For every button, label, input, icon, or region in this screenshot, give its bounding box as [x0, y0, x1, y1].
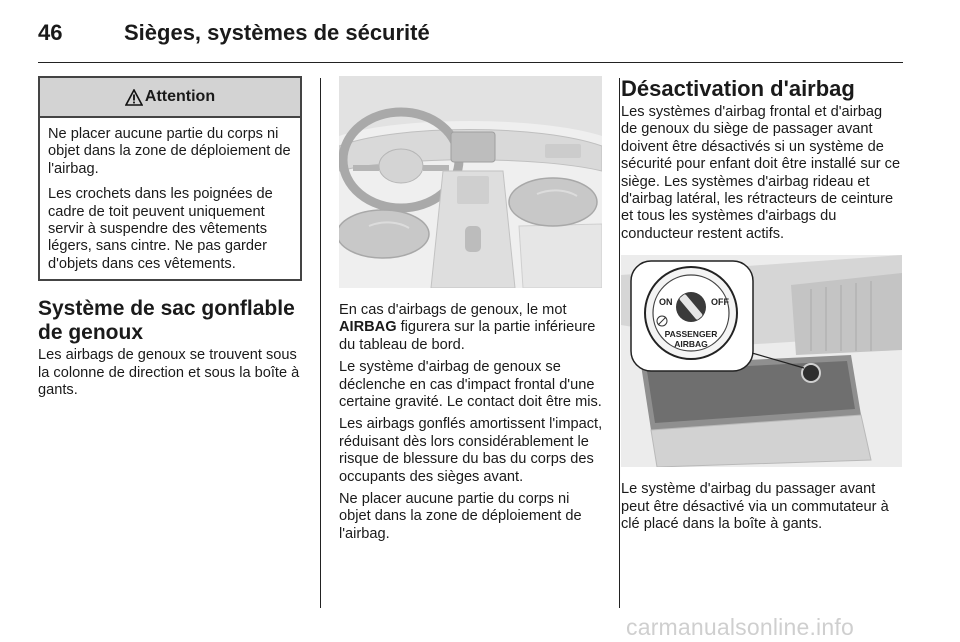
column-left: [38, 76, 302, 399]
warning-box: [38, 76, 302, 281]
warning-paragraph: Ne placer aucune partie du corps ni objet dans la zone de déploiement de l'airbag.: [48, 126, 291, 177]
warning-header: [40, 78, 300, 118]
glovebox-key-switch-illustration: [621, 255, 902, 467]
dashboard-knee-airbag-illustration: [339, 76, 602, 288]
switch-airbag-label: AIRBAG: [674, 339, 708, 350]
page-number: 46: [38, 20, 63, 45]
switch-passenger-label: PASSENGER: [664, 329, 718, 340]
column-right: [621, 76, 902, 533]
body-paragraph: Ne placer aucune partie du corps ni objet dans la zone de déploiement de l'airbag.: [339, 491, 582, 542]
airbag-keyword: AIRBAG: [339, 319, 397, 336]
column-middle: [339, 76, 603, 543]
airbag-label-paragraph: En cas d'airbags de genoux, le mot AIRBAG figurera sur la partie inférieure du tableau de bord.: [339, 302, 596, 353]
body-paragraph: Les airbags gonflés amortissent l'impact, réduisant dès lors considérablement le risque de blessure du bas du corps des occupants des sièges avant.: [339, 416, 603, 485]
body-paragraph: Les systèmes d'airbag frontal et d'airbag de genoux du siège de passager avant doivent être désactivés si un système de sécurité pour enfant doit être installé sur ce siège. Les systèmes d'airbag rideau et d'airbag latéral, les rétracteurs de ceinture et tous les systèmes d'airbags du conducteur restent actifs.: [621, 104, 901, 242]
page-title: Sièges, systèmes de sécurité: [124, 20, 430, 45]
header-rule: [38, 62, 903, 63]
section-heading-knee-airbag: Système de sac gonflable de genoux: [38, 297, 295, 345]
switch-off-label: OFF: [711, 297, 729, 308]
body-paragraph: Le système d'airbag de genoux se déclenche en cas d'impact frontal d'une certaine gravité. Le contact doit être mis.: [339, 359, 602, 411]
switch-on-label: ON: [659, 297, 673, 308]
column-divider-2: [619, 78, 620, 608]
knee-airbag-intro: Les airbags de genoux se trouvent sous la colonne de direction et sous la boîte à gants.: [38, 347, 300, 399]
section-heading-airbag-deactivation: Désactivation d'airbag: [621, 76, 855, 101]
warning-body: [40, 118, 300, 279]
warning-paragraph: Les crochets dans les poignées de cadre de toit peuvent uniquement servir à suspendre des vêtements légers, sans cintre. Ne pas garder d'objets dans ces vêtements.: [48, 186, 273, 272]
body-paragraph: Le système d'airbag du passager avant peut être désactivé via un commutateur à clé placé dans la boîte à gants.: [621, 481, 889, 533]
watermark: carmanualsonline.info: [626, 614, 854, 640]
warning-triangle-icon: [125, 89, 143, 106]
warning-title: Attention: [144, 88, 216, 105]
column-divider-1: [320, 78, 321, 608]
